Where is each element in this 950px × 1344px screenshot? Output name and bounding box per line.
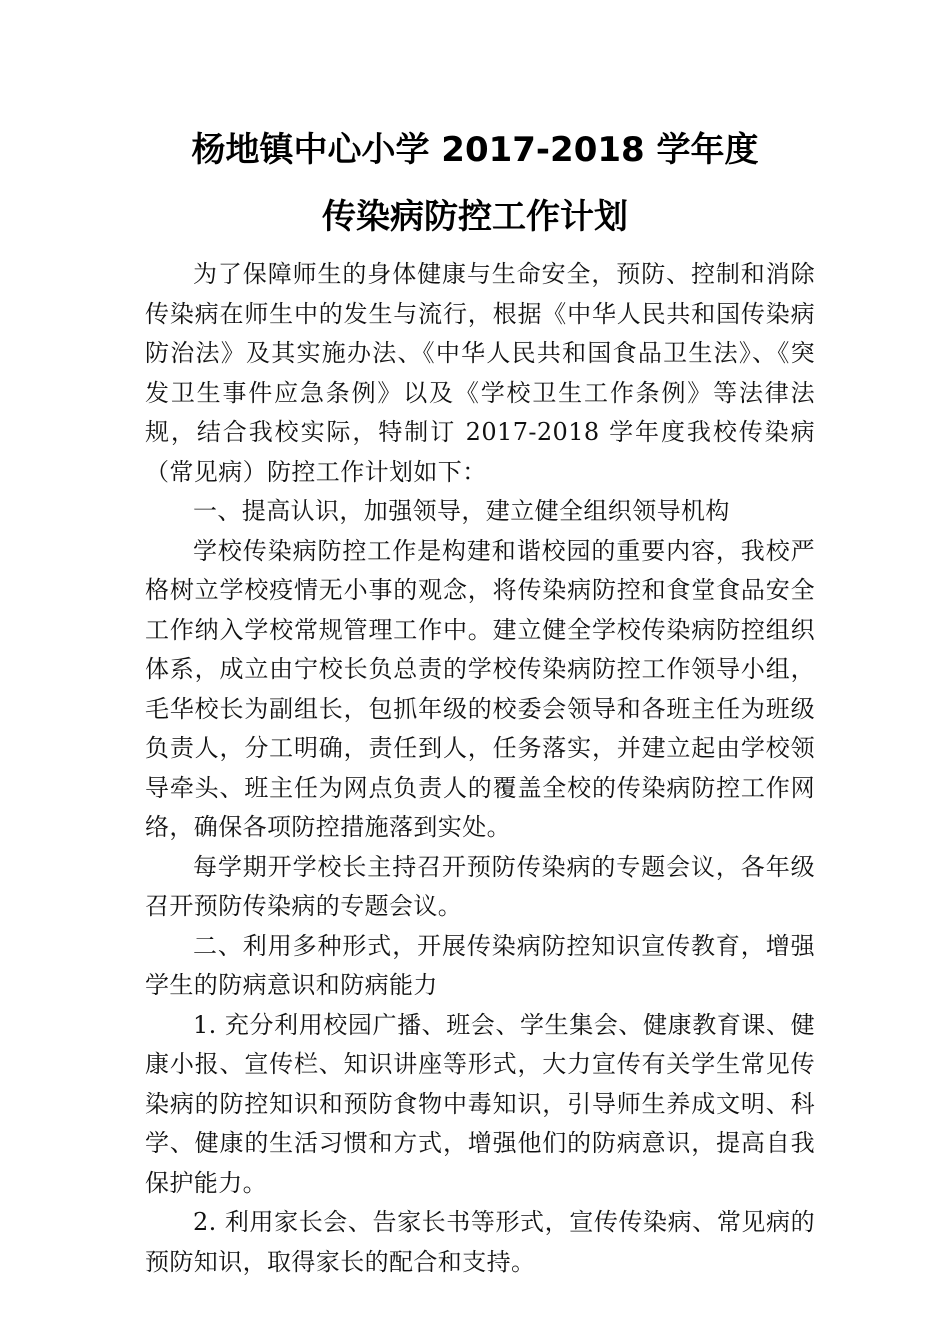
document-title-line-1: 杨地镇中心小学 2017-2018 学年度 [191,130,759,170]
section-heading-2: 二、利用多种形式，开展传染病防控知识宣传教育，增强学生的防病意识和防病能力 [145,931,815,999]
intro-paragraph: 为了保障师生的身体健康与生命安全，预防、控制和消除传染病在师生中的发生与流行，根据《中华人民共和国传染病防治法》及其实施办法、《中华人民共和国食品卫生法》、《突发卫生事件应急条例》以及《学校卫生工作条例》等法律法规，结合我校实际，特制订 2017-2018 学年度我校传染病（常见病）防控工作计划如下： [145,260,815,486]
section-heading-1: 一、提高认识，加强领导，建立健全组织领导机构 [193,497,730,525]
document-title-line-2: 传染病防控工作计划 [322,197,628,237]
document-body [145,255,815,1282]
section-1-meeting-paragraph: 每学期开学校长主持召开预防传染病的专题会议，各年级召开预防传染病的专题会议。 [145,852,815,920]
section-2-item-2: 2. 利用家长会、告家长书等形式，宣传传染病、常见病的预防知识，取得家长的配合和支持。 [145,1208,815,1276]
section-1-paragraph: 学校传染病防控工作是构建和谐校园的重要内容，我校严格树立学校疫情无小事的观念，将传染病防控和食堂食品安全工作纳入学校常规管理工作中。建立健全学校传染病防控组织体系，成立由宁校长负总责的学校传染病防控工作领导小组，毛华校长为副组长，包抓年级的校委会领导和各班主任为班级负责人，分工明确，责任到人，任务落实，并建立起由学校领导牵头、班主任为网点负责人的覆盖全校的传染病防控工作网络，确保各项防控措施落到实处。 [145,536,815,841]
section-2-item-1: 1. 充分利用校园广播、班会、学生集会、健康教育课、健康小报、宣传栏、知识讲座等形式，大力宣传有关学生常见传染病的防控知识和预防食物中毒知识，引导师生养成文明、科学、健康的生活习惯和方式，增强他们的防病意识，提高自我保护能力。 [145,1010,815,1197]
